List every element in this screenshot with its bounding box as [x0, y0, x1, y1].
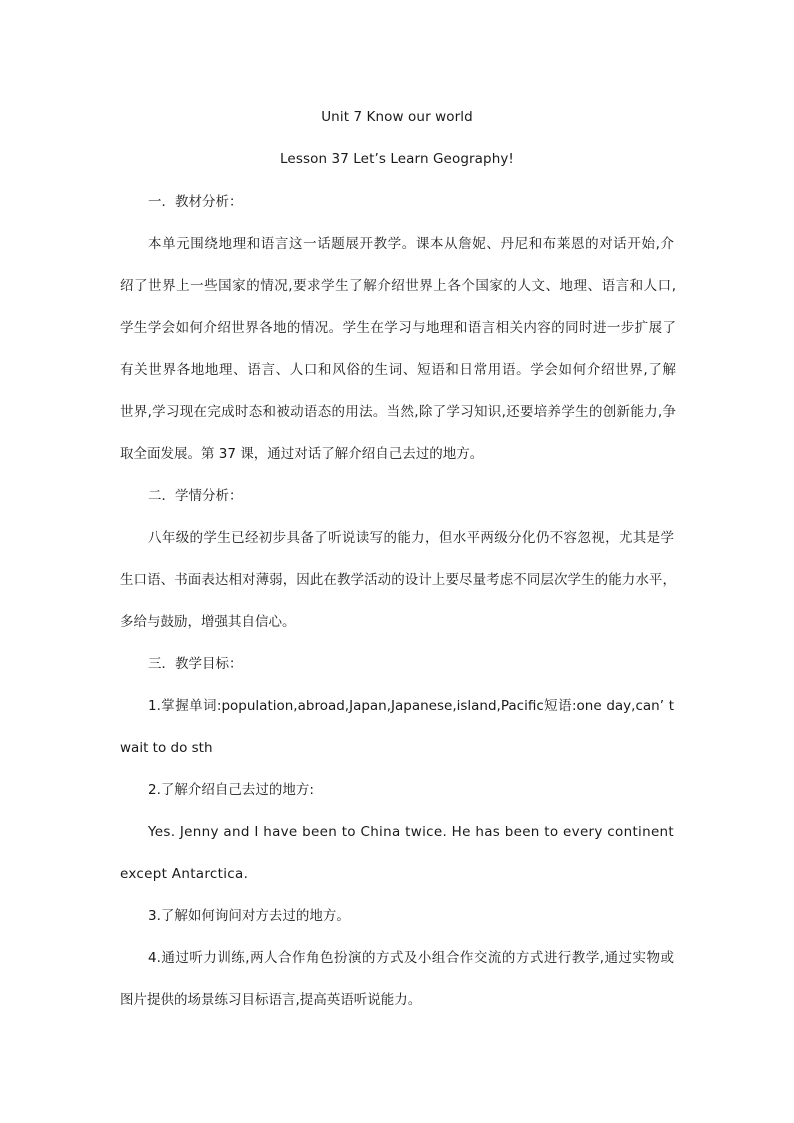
objective-line: Yes. Jenny and I have been to China twice. He has been to every continent — [148, 824, 674, 840]
objective-line: 4.通过听力训练,两人合作角色扮演的方式及小组合作交流的方式进行教学,通过实物或 — [148, 950, 674, 966]
paragraph-line: 生口语、书面表达相对薄弱，因此在教学活动的设计上要尽量考虑不同层次学生的能力水平， — [120, 572, 676, 588]
paragraph-line: 八年级的学生已经初步具备了听说读写的能力，但水平两级分化仍不容忽视，尤其是学 — [148, 530, 674, 546]
objective-line: 图片提供的场景练习目标语言,提高英语听说能力。 — [120, 992, 422, 1008]
unit-title: Unit 7 Know our world — [321, 109, 473, 125]
objective-line: 3.了解如何询问对方去过的地方。 — [148, 908, 350, 924]
section-heading-analysis: 一．教材分析： — [148, 194, 243, 210]
objective-line: 2.了解介绍自己去过的地方: — [148, 782, 314, 798]
paragraph-line: 有关世界各地地理、语言、人口和风俗的生词、短语和日常用语。学会如何介绍世界,了解 — [120, 362, 676, 378]
objective-line: except Antarctica. — [120, 866, 249, 882]
section-heading-students: 二．学情分析： — [148, 488, 243, 504]
paragraph-line: 本单元围绕地理和语言这一话题展开教学。课本从詹妮、丹尼和布莱恩的对话开始,介 — [148, 236, 674, 252]
objective-line: 1.掌握单词:population,abroad,Japan,Japanese,island,Pacific短语:one day,can’ t — [148, 698, 674, 714]
paragraph-line: 世界,学习现在完成时态和被动语态的用法。当然,除了学习知识,还要培养学生的创新能力,争 — [120, 404, 676, 420]
lesson-title: Lesson 37 Let’s Learn Geography! — [280, 151, 514, 167]
paragraph-line: 学生学会如何介绍世界各地的情况。学生在学习与地理和语言相关内容的同时进一步扩展了 — [120, 320, 676, 336]
objective-line: wait to do sth — [120, 740, 213, 756]
section-heading-objectives: 三．教学目标： — [148, 656, 243, 672]
paragraph-line: 多给与鼓励，增强其自信心。 — [120, 614, 296, 630]
paragraph-line: 取全面发展。第 37 课，通过对话了解介绍自己去过的地方。 — [120, 446, 484, 462]
paragraph-line: 绍了世界上一些国家的情况,要求学生了解介绍世界上各个国家的人文、地理、语言和人口, — [120, 278, 676, 294]
